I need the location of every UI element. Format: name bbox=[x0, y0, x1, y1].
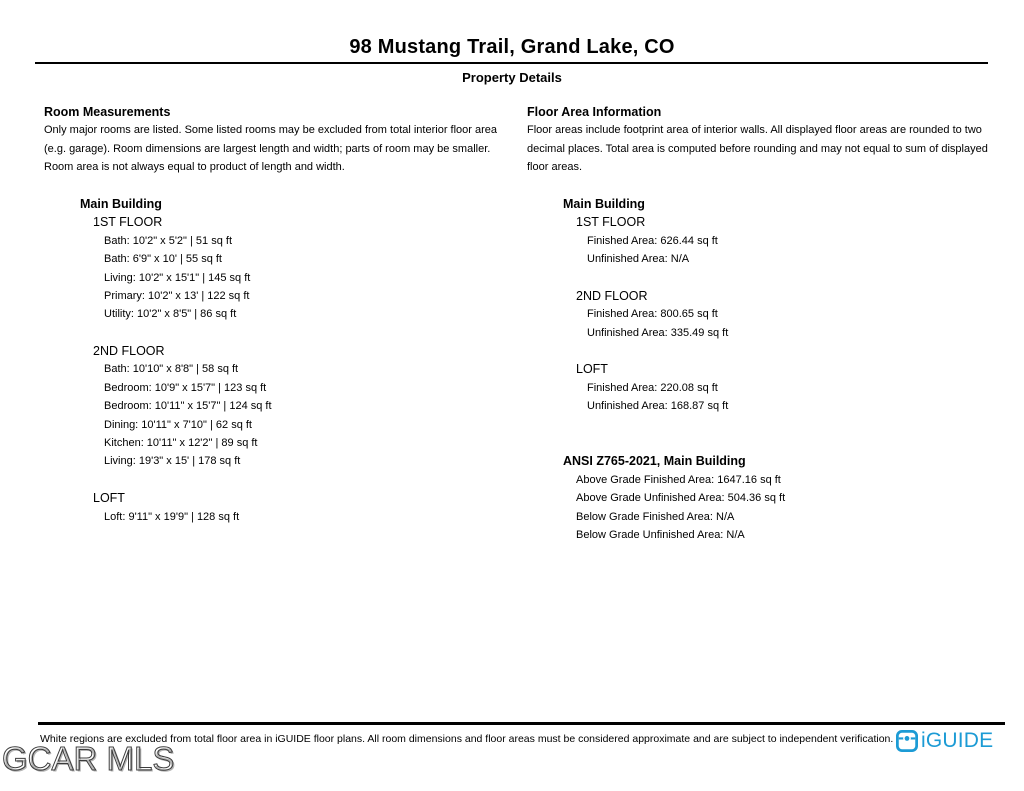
room-item: Living: 19'3" x 15' | 178 sq ft bbox=[104, 455, 241, 468]
area-item: Unfinished Area: N/A bbox=[587, 253, 690, 266]
ansi-item: Above Grade Finished Area: 1647.16 sq ft bbox=[576, 473, 781, 486]
area-block-1st bbox=[563, 213, 1002, 268]
room-item: Living: 10'2" x 15'1" | 145 sq ft bbox=[104, 271, 251, 284]
room-item: Bath: 6'9" x 10' | 55 sq ft bbox=[104, 253, 222, 266]
room-item: Loft: 9'11" x 19'9" | 128 sq ft bbox=[104, 510, 240, 523]
floor-name: LOFT bbox=[576, 362, 608, 377]
footer-divider bbox=[38, 722, 1005, 725]
floor-block-1st bbox=[80, 213, 509, 323]
floor-name: 1ST FLOOR bbox=[576, 215, 646, 230]
ansi-block bbox=[563, 452, 1002, 544]
area-item: Finished Area: 626.44 sq ft bbox=[587, 234, 718, 247]
floor-name: 1ST FLOOR bbox=[93, 215, 163, 230]
area-item: Finished Area: 220.08 sq ft bbox=[587, 381, 718, 394]
ansi-item: Below Grade Finished Area: N/A bbox=[576, 510, 735, 523]
main-building-areas bbox=[527, 195, 1002, 544]
gcar-mls-watermark: GCAR MLS bbox=[2, 740, 175, 777]
section-description-line: (e.g. garage). Room dimensions are largest length and width; parts of room may be smaller. bbox=[44, 142, 491, 155]
ansi-heading: ANSI Z765-2021, Main Building bbox=[563, 454, 746, 469]
floor-name: 2ND FLOOR bbox=[576, 288, 648, 303]
main-building-rooms bbox=[44, 195, 509, 526]
room-item: Bath: 10'2" x 5'2" | 51 sq ft bbox=[104, 234, 232, 247]
floor-name: 2ND FLOOR bbox=[93, 344, 165, 359]
room-item: Bedroom: 10'9" x 15'7" | 123 sq ft bbox=[104, 381, 267, 394]
floor-area-heading: Floor Area Information bbox=[527, 105, 662, 119]
room-item: Utility: 10'2" x 8'5" | 86 sq ft bbox=[104, 308, 237, 321]
iguide-logo-text: iGUIDE bbox=[921, 729, 994, 752]
room-measurements-section bbox=[44, 103, 509, 526]
room-item: Bath: 10'10" x 8'8" | 58 sq ft bbox=[104, 363, 239, 376]
page-title: 98 Mustang Trail, Grand Lake, CO bbox=[349, 36, 675, 58]
building-name: Main Building bbox=[80, 196, 162, 211]
ansi-item: Below Grade Unfinished Area: N/A bbox=[576, 529, 745, 541]
ansi-item: Above Grade Unfinished Area: 504.36 sq ft bbox=[576, 492, 786, 505]
floor-area-section bbox=[527, 103, 1002, 544]
area-block-2nd bbox=[563, 287, 1002, 342]
area-item: Unfinished Area: 335.49 sq ft bbox=[587, 326, 729, 339]
area-block-loft bbox=[563, 360, 1002, 415]
header-divider bbox=[35, 62, 988, 64]
room-item: Primary: 10'2" x 13' | 122 sq ft bbox=[104, 289, 250, 302]
room-item: Bedroom: 10'11" x 15'7" | 124 sq ft bbox=[104, 400, 272, 413]
building-name: Main Building bbox=[563, 196, 645, 211]
area-item: Finished Area: 800.65 sq ft bbox=[587, 308, 718, 321]
floor-name: LOFT bbox=[93, 491, 125, 506]
section-description-line: floor areas. bbox=[527, 161, 583, 174]
page-subtitle: Property Details bbox=[462, 70, 562, 85]
section-description-line: Room area is not always equal to product of length and width. bbox=[44, 161, 345, 174]
iguide-logo bbox=[896, 730, 993, 752]
section-description-line: decimal places. Total area is computed before rounding and may not equal to sum of displayed bbox=[527, 142, 988, 155]
section-description-line: Floor areas include footprint area of interior walls. All displayed floor areas are rounded to two bbox=[527, 124, 982, 137]
floor-block-loft bbox=[80, 489, 509, 526]
iguide-camera-icon bbox=[896, 730, 918, 752]
room-item: Kitchen: 10'11" x 12'2" | 89 sq ft bbox=[104, 437, 258, 450]
section-description-line: Only major rooms are listed. Some listed rooms may be excluded from total interior floor area bbox=[44, 124, 498, 137]
floor-block-2nd bbox=[80, 342, 509, 471]
footer-disclaimer: White regions are excluded from total floor area in iGUIDE floor plans. All room dimensions and floor areas must be considered approximate and are subject to independent verification. bbox=[40, 733, 894, 745]
room-item: Dining: 10'11" x 7'10" | 62 sq ft bbox=[104, 418, 252, 431]
room-measurements-heading: Room Measurements bbox=[44, 105, 171, 119]
area-item: Unfinished Area: 168.87 sq ft bbox=[587, 400, 729, 413]
